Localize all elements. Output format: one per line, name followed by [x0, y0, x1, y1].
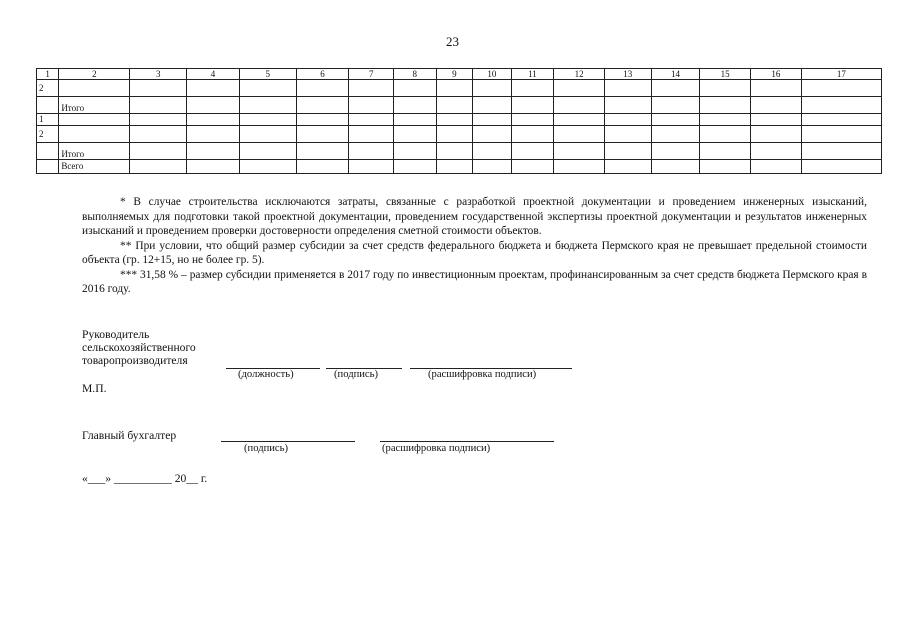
column-header: 4	[187, 69, 240, 80]
column-header: 5	[239, 69, 296, 80]
accountant-label: Главный бухгалтер	[82, 429, 177, 442]
head-title-line-1: Руководитель	[82, 328, 150, 341]
column-header: 10	[473, 69, 512, 80]
accountant-decoding-line	[380, 441, 554, 442]
column-header: 2	[59, 69, 130, 80]
row-label-cell: Итого	[59, 143, 130, 160]
column-header: 1	[37, 69, 59, 80]
row-label-cell: Итого	[59, 97, 130, 114]
page-number: 23	[446, 34, 459, 49]
footnote-3: *** 31,58 % – размер субсидии применяется в 2017 году по инвестиционным проектам, профинансированным за счет средств бюджета Пермского края в 2016 году.	[82, 268, 867, 295]
date-line: «___» __________ 20__ г.	[82, 472, 208, 485]
decoding-caption: (расшифровка подписи)	[428, 369, 537, 380]
table-row	[37, 97, 882, 114]
table-row	[37, 126, 882, 143]
position-caption: (должность)	[238, 369, 294, 380]
row-label-cell	[59, 126, 130, 143]
table-row	[37, 114, 882, 126]
table-row	[37, 80, 882, 97]
head-title-line-2: сельскохозяйственного	[82, 341, 196, 354]
row-label-cell: Всего	[59, 160, 130, 174]
row-label-cell	[59, 114, 130, 126]
column-header: 11	[511, 69, 554, 80]
accountant-decoding-caption: (расшифровка подписи)	[382, 443, 491, 454]
column-header: 16	[751, 69, 802, 80]
column-header: 13	[604, 69, 651, 80]
stamp-label: М.П.	[82, 382, 107, 395]
column-header: 6	[296, 69, 349, 80]
row-number-cell	[37, 160, 59, 174]
table-header-row	[37, 69, 882, 80]
row-number-cell	[37, 143, 59, 160]
column-header: 9	[436, 69, 473, 80]
table-row	[37, 160, 882, 174]
column-header: 15	[700, 69, 751, 80]
column-header: 14	[651, 69, 700, 80]
head-title-line-3: товаропроизводителя	[82, 354, 188, 367]
row-number-cell: 2	[37, 126, 59, 143]
column-header: 12	[554, 69, 605, 80]
signature-caption: (подпись)	[334, 369, 378, 380]
accountant-signature-caption: (подпись)	[244, 443, 288, 454]
footnote-1: * В случае строительства исключаются затраты, связанные с разработкой проектной документации и проведением инженерных изысканий, выполняемых для подготовки такой проектной документации, проведением государственной экспертизы проектной документации и результатов инженерных изысканий и проведением проверки достоверности определения сметной стоимости объектов.	[82, 196, 867, 237]
row-number-cell: 2	[37, 80, 59, 97]
column-header: 17	[801, 69, 881, 80]
row-number-cell	[37, 97, 59, 114]
footnotes	[82, 195, 867, 297]
column-header: 3	[130, 69, 187, 80]
footnote-2: ** При условии, что общий размер субсидии за счет средств федерального бюджета и бюджета Пермского края не превышает предельной стоимости объекта (гр. 12+15, но не более гр. 5).	[82, 239, 867, 266]
column-header: 7	[349, 69, 394, 80]
table-row	[37, 143, 882, 160]
column-header: 8	[394, 69, 437, 80]
accountant-signature-line	[221, 441, 355, 442]
row-number-cell: 1	[37, 114, 59, 126]
row-label-cell	[59, 80, 130, 97]
data-table	[36, 68, 882, 174]
